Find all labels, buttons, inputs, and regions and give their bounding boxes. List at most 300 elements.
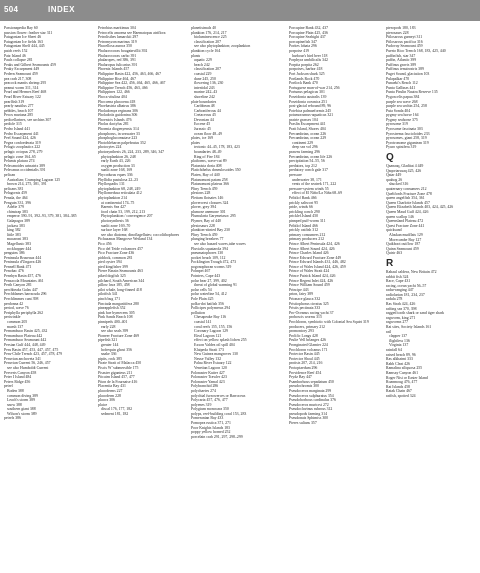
index-subentry: chinstrap 383 [7,209,28,214]
index-entry: plesiosaurs 228 [191,223,215,228]
index-entry: Pioneer Fracture Zone 469 [98,333,140,338]
index-entry: pied kingfisher 399 [98,264,128,269]
index-entry: Principe 443 [289,287,309,292]
index-subentry: Wilson's storm 389 [7,411,37,416]
index-entry: puffinfish, star 347 [386,53,416,58]
index-entry: pipits, rock 385 [98,356,123,361]
index-entry: pilot whale, long-finned 418 [98,287,142,292]
index-entry: Pierre Bassin Seamounts 463 [98,269,143,274]
index-entry: polar waterline 54, 412 [191,292,227,297]
index-entry: Pernambuco Basin 425, 432 [4,329,48,334]
index-subentry: Caribbean 48 [194,104,215,109]
index-subentry: shucked 316 [389,182,409,187]
index-entry: Pudovay Seamount 459 [386,44,423,49]
index-entry: Pico del Teide volcanoes 457 [98,246,143,251]
index-subentry: see also hazard waves,tabe waves [194,241,246,246]
index-entry: Pensacola Mountains 461 [4,278,44,283]
index-entry: Platen, Bay of 440 [191,173,220,177]
index-entry: Puerto Rico Trench 168, 183, 425, 440 [386,48,446,53]
index-entry: Placentia Bay 431 [98,384,126,389]
index-entry: pteropods 180, 183 [386,26,416,30]
index-entry: Precambrian, ocean 229 [289,136,327,141]
index-entry: Pygoscelis papua 384 [386,94,420,99]
index-entry: Pecos mariana 285 [4,113,34,118]
index-entry: pride, winds 66 [289,205,313,210]
index-entry: Porcupine Seabight 437 [289,35,326,40]
index-entry: protists 207, 214, 216 [289,361,323,366]
index-entry: Prochloron, symbiotic with Colonial Sea Squirt 319 [289,320,369,324]
index-entry: Philippine Basin 422, 456, 463, 466, 467 [98,71,161,76]
index-entry: ratfish, spotted 324 [386,393,416,398]
index-entry: photocytes 224 [98,145,122,150]
index-entry: pilotfish 341 [98,292,118,297]
index-entry: Peruvian anchoveta 341 [4,356,41,361]
index-entry: Petromyzon marinus 319 [98,39,137,44]
index-entry: pinnped puff-worm 311 [289,218,326,223]
index-entry: Pernambuco Seamount 442 [4,338,47,343]
index-entry: Perverts Canyon 458 [4,370,37,375]
index-entry: Pomeranian Bay 433 [191,416,224,421]
index-subentry: Jurassic 45 [194,127,211,132]
index-entry: Pollicipes polymerus 294 [191,306,231,311]
index-entry: producers, primary 212 [289,324,325,329]
index-entry: Platanomoni plateus 366 [191,182,230,187]
index-entry: post-glacial rebound 89, 96 [289,104,332,109]
index-entry: Queltfords Fracture Zone 478 [386,191,432,196]
index-entry: penguins 386 [4,251,25,256]
index-entry: pterosaurs 228 [386,30,409,35]
index-entry: Prince Edward Islands 431, 446, 482 [289,260,346,265]
index-entry: purple sea wave 268 [386,99,418,104]
index-entry: Pointers, Cape 443 [191,274,221,279]
index-entry: purple sea urchin 254, 258 [386,104,427,109]
page-title: INDEX [48,5,75,14]
index-entry: porpoises, harbor 418 [289,67,323,72]
index-subentry: Galapagos 389 [7,218,30,223]
index-entry: Petrobius maritimus 304 [98,26,136,30]
section-letter: Q [386,152,394,164]
index-entry: plovercrest closures 324 [191,200,229,205]
index-entry: prawns farming 296 [289,150,320,155]
index-subentry: marine 242–43 [194,90,218,95]
index-entry: Queen Charlotte Islands 457 [386,200,430,205]
index-entry: prairie grasses 104 [289,117,318,122]
index-entry: Peaky Escarpment 449 [4,67,40,72]
index-subentry: Leach's storm 389 [7,398,36,403]
index-subentry: Cretaceous 45 [194,113,216,118]
index-entry: Pliny Trench 459 [191,232,218,237]
index-entry: Prulie Vell brlanges 426 [289,338,326,343]
index-entry: Quirir 463 [386,251,403,256]
index-entry: Pholadotis guidonina 306 [98,113,138,118]
index-entry: Piton de la Fournaise 416 [98,379,138,384]
index-entry: petrels 386 [4,416,21,421]
index-entry: placoderms 227 [98,388,123,393]
index-entry: Pedro Island 441 [4,127,31,132]
index-subentry: Phytoplankton / convergence 207 [101,214,153,219]
index-entry: Pomopea rustica 371, 271 [191,421,231,426]
index-subentry: Palau River Estuary 122 [194,361,232,366]
index-entry: periwinkle [4,315,21,320]
index-entry: Pocklington Trough 472, 473 [191,260,237,265]
index-entry: plate boundaries [191,99,217,104]
index-entry: Pro-Oceanus racing yacht 37 [289,310,334,315]
index-entry: promontory 293 [289,329,314,334]
index-entry: prion, fairy 389 [289,292,314,297]
index-subentry: little 383 [7,232,21,237]
index-entry: perchbeaks Galas 447 [4,287,38,292]
index-entry: Port Jackson shark 325 [289,71,325,76]
index-subentry: Virginia 137 [389,343,409,348]
index-entry: Pearl River Estuary 122 [4,94,41,99]
index-subentry: deep sea vol 296 [292,145,318,150]
index-entry: Penguin 331, 396 [4,200,32,205]
index-entry: polyps, reef-building coral 153, 283 [191,411,247,416]
index-entry: platforms, wave-cut 89 [191,159,227,164]
index-entry: Petrocelis amoena see Haematopus atriflora [98,30,166,35]
index-entry: placoderm 228 [98,393,121,398]
index-entry: Pauls collapse 281 [4,58,33,63]
index-entry: Pteres sulians 357 [289,421,317,426]
index-entry: pyrosome 319 [386,122,408,127]
index-entry: Polonaster Trawler 423 [191,375,227,380]
index-entry: Qatar 449 [386,173,402,178]
index-entry: Prince Albert Sound 424, 426 [289,246,335,251]
index-entry: Polycaria 457, 476, 477 [191,398,228,403]
index-entry: phosphoglucomutase 223 [98,136,138,141]
index-subentry: Venetian Lagoon 120 [194,365,227,370]
index-entry: Qaqortarsuaq 425, 426 [386,168,422,173]
index-entry: pilchard, South American 344 [98,278,145,283]
index-subentry: beach 242 [194,62,210,67]
index-entry: Puget Sound, glaciation 103 [386,71,430,76]
index-entry: Queensland Plateau 472 [386,219,424,224]
index-entry: plates [191,140,200,145]
index-subentry: Boden 388 [7,388,24,393]
index-entry: Penrhyn Basin 457, 476 [4,274,41,279]
index-entry: pricklef.Island 450 [289,214,319,219]
index-entry: Penala, the 464 [4,195,28,200]
index-entry: Pelagic zooplastics 222 [4,145,41,150]
index-entry: piddock, common 281 [98,255,133,260]
index-entry: Qaanaaq, Gladitat 4 449 [386,164,424,169]
index-entry: Pernambuco Plateau 442 [4,333,43,338]
index-entry: Phalacrocorax bougainvillii 392 [98,48,148,53]
index-entry: Prince of Wales Strait 424 [289,269,330,274]
index-entry: Phocoena phocoena 418 [98,99,136,104]
index-subentry: tectonic 44–45, 178, 183, 423 [194,145,240,150]
index-entry: radula 278 [386,297,403,302]
index-entry: photosynthesis 26, 224, 233, 289, 346, 347 [98,150,165,155]
index-entry: Platichthelus doneulosoides 350 [191,168,241,173]
index-subentry: see also Humboldt Current [7,365,49,370]
index-subentry: Adelie 379 [7,205,24,210]
index-entry: Pronginated Glamier 224 [289,342,328,347]
index-column-1 [4,26,93,421]
index-entry: Prince Patrick Island 424, 426 [289,274,336,279]
index-subentry: snow 388 [7,402,22,407]
index-entry: pogonophoran worms 319 [191,264,232,269]
index-entry: Peninsula d'Ungava 426 [4,260,42,265]
index-subentry: early 228 [101,324,116,329]
page-number: 504 [4,5,19,14]
index-subentry: common diving 389 [7,393,38,398]
index-entry: queen angelfish 354, 361 [386,196,425,201]
index-entry: pocket beach 109, 112 [191,255,226,260]
index-entry: pearlfish 319 [4,99,25,104]
index-subentry: classification 207 [194,67,222,72]
index-entry: Psamborhous sepadatum 450 [289,379,334,384]
index-entry: Pedern Seamount 459 [4,71,38,76]
index-entry: rail [386,329,392,334]
index-entry: Prolific Longs 428 [289,333,318,338]
index-entry: Polybranchid 286 [191,384,219,389]
index-entry: pressure [289,173,302,177]
index-entry: Pennell Bank 471 [4,264,32,269]
index-entry: pearly nautilus 277 [4,104,34,109]
index-subentry: classification 207 [194,39,222,44]
index-entry: pinch bug 171 [98,297,120,302]
index-entry: plates, ice 169 [191,136,214,141]
index-entry: plesions 228 [191,191,211,196]
index-entry: piked dogfish 325 [98,274,126,279]
index-subentry: bioluminescence 225 [194,35,227,40]
index-entry: Phoebastria albatrus 386 [98,104,136,109]
index-entry: Protector Basin 445 [289,352,320,357]
index-entry: polychaetes 274 [191,388,216,393]
index-entry: predatory conch gale 317 [289,168,328,173]
index-entry: Punta Pirulin Nautra Reserve 135 [386,90,438,95]
index-entry: Pyrosome fascinata 303 [386,127,423,132]
index-entry: Peter I Island 484 [4,375,32,380]
index-entry: rabbit fish 324 [386,274,409,279]
index-entry: Phoca vitulina 404 [98,94,127,99]
index-entry: Pico 456 [98,241,112,246]
index-entry: Prochloron volcanus 171 [289,347,328,352]
index-entry: Pink Sands Beach 108 [98,315,133,320]
index-column-2 [98,26,187,416]
index-entry: Patagonian Ice Sheet 46 [4,35,42,40]
index-entry: passion flower: feather star 311 [4,30,53,35]
index-entry: Philippine Sea 422, 456, 464, 465, 466, 467 [98,81,166,86]
index-entry: Pinctada margaritifera 280 [98,301,139,306]
index-entry: polyenes 319 [191,402,212,407]
index-entry: Pedro Escarpment 441 [4,131,39,136]
index-subentry: threat of global warming 91 [194,283,237,288]
index-entry: Portuguese man-of-war 214, 256 [289,85,340,90]
index-entry: Pirate Strait of Malacca 450 [98,361,142,366]
index-column-5 [386,26,475,399]
index-entry: planetisimals 40 [191,26,217,30]
index-subentry: early Earth 43, 226 [101,159,131,164]
index-subentry: effect of El Niño/La Niña 68–69 [292,191,342,196]
index-entry: Poor Knights Islands 183 [191,425,230,430]
index-subentry: Chesapeake Bay 116 [194,315,227,320]
index-entry: Potebica palmaeformis 245 [289,108,332,113]
index-entry: proboscis worms 315 [289,315,322,320]
index-entry: pedicle 315 [4,122,22,127]
index-entry: pseudochromis 300 [289,384,319,389]
index-entry: Prince Edward Fracture Zone 449 [289,255,342,260]
index-entry: plover, grey 394 [191,205,217,210]
index-entry: ragged tooth shark or sand tiger shark [386,311,445,316]
index-entry: Prydz Bay 447 [289,375,312,380]
index-entry: Pseudoclavinus rubrous 312 [289,407,333,412]
index-entry: Perth Canyon 281 [4,283,32,288]
index-subentry: boundaries 48–49 [194,150,222,155]
index-entry: radiolarian 181, 234, 237 [386,292,425,297]
index-entry: Protector Shoal 445 [289,356,320,361]
index-entry: Portlands Rock 470 [289,76,320,81]
index-entry: Pribilof Bank 466 [289,195,317,200]
index-entry: Peruvian Current 56, 246, 457 [4,361,51,366]
index-entry: Phormia diogenyensis 314 [98,127,139,132]
index-entry: Phyllospadix 131 [98,182,125,187]
index-entry: Puffinus tenuirostris 389 [386,67,424,72]
index-subentry: coastal 141 [194,320,212,324]
index-entry: Precambrian, ocean 226 [289,131,327,136]
index-entry: Pearl and Hermes Reef 468 [4,90,47,95]
index-subentry: marsh 137 [7,324,24,329]
index-entry: Quinn Seamount 459 [386,246,419,251]
index-entry: Piscis W 'submersible 175 [98,365,139,370]
index-entry: precipitation 54–55, 56 [289,159,325,164]
index-subentry: shoreline 242 [194,94,215,99]
index-subentry: intertidal 243 [194,85,215,90]
index-column-4 [289,26,378,426]
index-entry: Queen Maud Gulf 424, 426 [386,209,429,214]
index-entry: Petrolisthes lamarckii 297 [98,35,139,40]
index-entry: Ptilosarcus pacifica 316 [386,39,423,44]
section-letter: R [386,257,394,269]
index-entry: pedicellarines, see urchins 307 [4,117,52,122]
index-entry: Porcupine Bank 432, 437 [289,26,329,30]
index-subentry: aquatic 229 [194,58,212,63]
index-entry: Phoenicis Islands 476 [98,117,132,122]
index-column-3 [191,26,280,439]
index-entry: plankton cycle 164 [191,48,221,53]
index-entry: pyrosomes, giant 258, 319 [386,136,427,141]
index-subentry: food chain 53, 199, 212, 213 [101,209,146,214]
index-entry: Pribilof Island 466 [289,223,318,228]
index-entry: period, wave 76 [4,306,29,311]
index-subentry: at continental 174–75 [101,200,135,205]
index-subentry: king 382 [7,228,21,233]
index-entry: Race, Cape 431 [386,279,411,284]
index-entry: Pristiophorus cirratus 325 [289,301,329,306]
index-subentry: emperor 390–91, 392–93, 379, 381, 384–385 [7,214,77,219]
index-entry: Praslin Escarpment 441 [289,122,326,127]
index-entry: Pseudoceros muricrst 272 [289,402,329,407]
index-entry: plumose anemone 301 [191,209,226,214]
index-subentry: brown 214, 275, 381, 391 [7,182,47,187]
index-subentry: Australian; Crumping Lagoon 125 [7,177,61,182]
index-entry: petrel [4,384,13,389]
index-entry: pelagic zone 164–65 [4,154,36,159]
index-entry: Prince William Sound 459 [289,283,330,288]
index-entry: peacock mantis shrimp 295 [4,81,47,86]
index-subentry: harbour's bird beer 118 [292,53,328,58]
index-entry: Phyllidia pustulosa 22–23 [98,177,138,182]
index-entry: Providence Reef 454 [289,370,322,375]
index-entry: pineapplefish 352 [98,306,126,311]
index-entry: Pseudoborhous cardinalus 376 [289,398,336,403]
index-entry: Pristis pectinata 333 [289,306,321,311]
index-entry: Pyrotronome gigantean 319 [386,140,429,145]
index-subentry: clapper 137 [389,334,408,339]
index-entry: ragworms 277 [386,320,409,325]
index-entry: Protoptaedum 296 [289,365,318,370]
index-entry: Puta Sonda 404 [386,108,411,113]
index-entry: Ras alkhaimi 333 [386,357,413,362]
index-entry: Rai sites, Society Islands 161 [386,325,432,330]
index-entry: Philippine Trench 456, 463, 466 [98,85,148,90]
index-entry: Ramalina siliquosa 255 [386,366,423,371]
index-entry: Prince Charles Island 426 [289,251,329,256]
index-entry: pelagic octopus 278, 279 [4,150,43,155]
index-entry: Phyllomedusa reticulata 412 [98,191,142,196]
index-entry: pipefish 321 [98,338,118,343]
index-entry: Porpita porpita 262 [289,62,319,67]
index-entry: Polonaster Kutter 427 [191,370,225,375]
index-entry: Peninsula Bruseaux 444 [4,255,42,260]
index-subentry: photosynthesis 36 [101,218,129,223]
index-entry: Philippine Rise 464, 467 [98,76,137,81]
index-entry: Polonaster Yamal 423 [191,379,225,384]
index-entry: Periphylla periphylla 262 [4,310,44,315]
index-entry: pneumatophores 130 [191,251,224,256]
index-entry: Peru Basin 457, 453, 447, 457, 475 [4,347,59,352]
index-entry: potamocumus-aquaticus 321 [289,113,334,118]
index-entry: primary producers 212 [289,237,325,242]
index-subentry: flowering 136, 230 [194,81,224,86]
index-entry: Pholadomya reginans 306 [98,108,138,113]
index-entry: Peel Sound 424, 426 [4,136,36,141]
index-entry: Prionace glauca 332 [289,297,321,302]
index-subentry: coral reefs 155, 155, 156 [194,324,233,329]
index-entry: phalaropes, red 386, 391 [98,58,136,63]
index-entry: Phoenix Islands 457 [98,67,130,72]
index-entry: poppy yellow horned 252 [191,430,231,435]
index-entry: Pelagornis 459 [4,191,27,196]
index-entry: Pyrostrema fascioloides 233 [386,131,430,136]
index-entry: quahog 26 [386,177,403,182]
index-entry: Pelecanus occidentalis 391 [4,168,46,173]
index-subentry: surface layer 168 [101,228,128,233]
index-entry: polka-dot batfish 356 [191,301,224,306]
index-entry: plunging breakers 77 [191,237,224,242]
index-entry: Polygium monocara 350 [191,407,229,412]
index-subentry: hofrequin ghost 356 [101,347,132,352]
index-entry: queen scallop 146 [386,214,414,219]
index-entry: phosphorus, in seawater 33 [98,131,140,136]
index-subentry: see also phytoplankton; zooplankton [194,44,251,49]
index-entry: prickly oatfish 312 [289,228,319,233]
index-subentry: phytoplankton 26, 248 [101,154,136,159]
index-entry: Rabaul caldera, New Britain 472 [386,269,437,274]
index-entry: Pohnpei 467 [191,269,211,274]
index-entry: Phalaropus fulicarius 391 [98,62,138,67]
index-subentry: sunlit zone 168, 169 [101,168,133,173]
index-entry: pink hoe byrnecens 305 [98,310,135,315]
index-subentry: underwater 38, 171 [292,177,322,182]
index-entry: Ratak Chain 467 [386,389,412,394]
index-entry: pressure-system winds 55 [289,186,329,191]
index-subentry: oxygen production 33 [101,163,135,168]
index-subentry: Magellanic 383 [7,241,32,246]
index-entry: pseudopods farming 314 [289,411,328,416]
index-entry: Prince Regent Inlet 424, 426 [289,278,334,283]
